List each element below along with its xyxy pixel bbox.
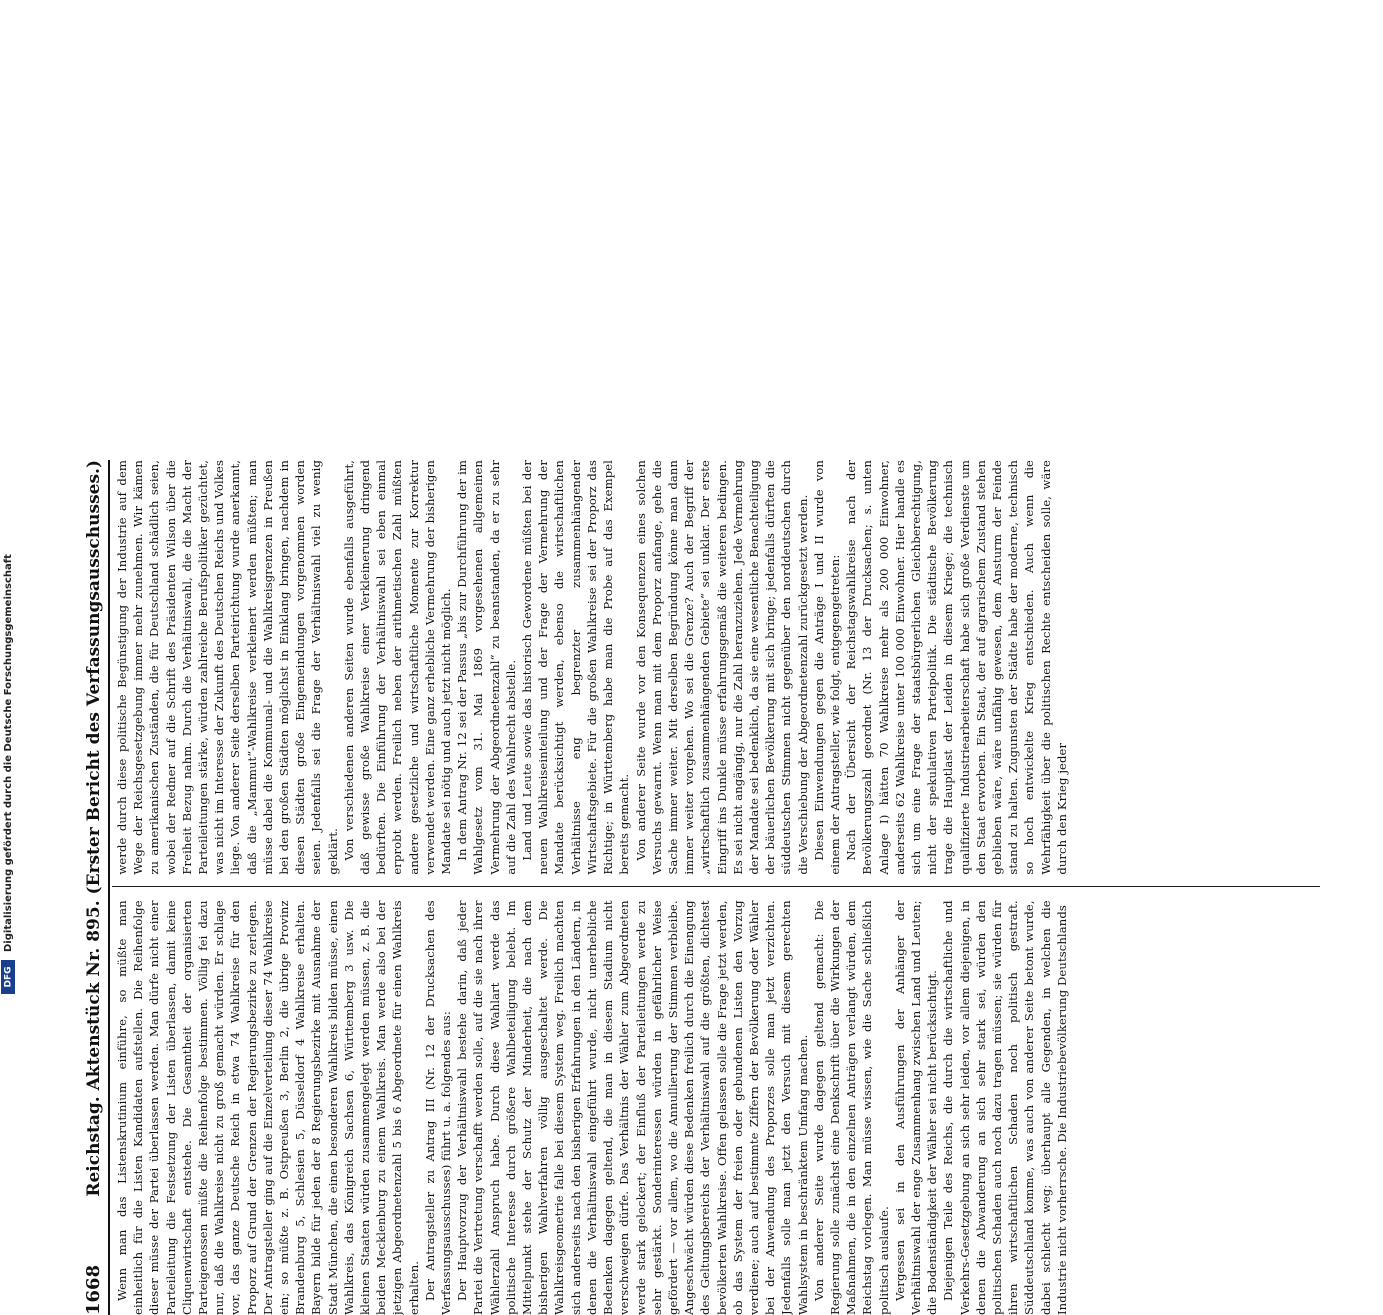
scanned-page (70, 65, 1320, 1315)
paragraph: werde durch diese politische Begünstigung der Industrie auf dem Wege der Reichsgesetzgebung immer mehr zunehmen. Wir kämen zu amerikanischen Zuständen, die für Deutschland schädlich seien, wobei der Redner auf die Schrift des Präsidenten Wilson über die Freiheit Bezug nahm. Durch die Verhältniswahl, die die Macht der Parteileitungen stärke, würden zahlreiche Berufspolitiker gezüchtet, was nicht im Interesse der Zukunft des Deutschen Reichs und Volkes liege. Von anderer Seite derselben Parteirichtung wurde anerkannt, daß die „Mammut“-Wahlkreise verkleinert werden müßten; man müsse dabei die Kommunal- und die Wahlkreisgrenzen in Preußen bei den großen Städten möglichst in Einklang bringen, nachdem in diesen Städten große Eingemeindungen vorgenommen worden seien. Jedenfalls sei die Frage der Verhältniswahl viel zu wenig geklärt. (115, 460, 340, 875)
dfg-logo-text: DFG (3, 966, 14, 988)
paragraph: Der Antragsteller zu Antrag III (Nr. 12 der Drucksachen des Verfassungsausschusses) führt u. a. folgendes aus: (422, 900, 454, 1315)
column-divider (112, 887, 1320, 888)
paragraph: Nach der Übersicht der Reichstagswahlkreise nach der Bevölkerungszahl geordnet (Nr. 13 der Drucksachen; s. unten Anlage I) hätten 70 Wahlkreise mehr als 200 000 Einwohner, anderseits 62 Wahlkreise unter 100 000 Einwohner. Hier handle es sich um eine Frage der staatsbürgerlichen Gleichberechtigung, nicht der spekulativen Parteipolitik. Die städtische Bevölkerung trage die Hauptlast der Leiden in diesem Kriege; die technisch qualifizierte Industriearbeiterschaft habe sich große Verdienste um den Staat erworben. Ein Staat, der auf agrarischem Zustand stehen geblieben wäre, wäre unfähig gewesen, dem Ansturm der Feinde stand zu halten. Zugunsten der Städte habe der moderne, technisch so hoch entwickelte Krieg entschieden. Auch wenn die Wehrfähigkeit über die politischen Rechte entscheiden solle, wäre durch den Krieg jeder (844, 460, 1069, 875)
rotated-page-content (70, 460, 1320, 1315)
paragraph: Der Hauptvorzug der Verhältniswahl bestehe darin, daß jeder Partei die Vertretung verschafft werden solle, auf die sie nach ihrer Wählerzahl Anspruch habe. Durch diese Wahlart werde das politische Interesse durch größere Wahlbeteiligung belebt. Im Mittelpunkt stehe der Schutz der Minderheit, die nach dem bisherigen Wahlverfahren völlig ausgeschaltet werde. Die Wahlkreisgeometrie falle bei diesem System weg. Freilich machten sich anderseits nach den bisherigen Erfahrungen in den Ländern, in denen die Verhältniswahl eingeführt wurde, nicht unerhebliche Bedenken dagegen geltend, die man in diesem Stadium nicht verschweigen dürfe. Das Verhältnis der Wähler zum Abgeordneten werde stark gelockert; der Einfluß der Parteileitungen werde zu sehr gestärkt. Sonderinteressen würden in gefährlicher Weise gefördert — vor allem, wo die Annullierung der Stimmen verbleibe. Angeschwächt würden diese Bedenken freilich durch die Einengung des Geltungsbereichs der Verhältniswahl auf die größten, dichtest bevölkerten Wahlkreise. Offen gelassen solle die Frage jetzt werden, ob das System der freien oder gebundenen Listen den Vorzug verdiene; auch auf bestimmte Ziffern der Bevölkerung oder Wähler bei der Anwendung des Proporzes solle man jetzt verzichten. Jedenfalls solle man jetzt den Versuch mit diesem gerechten Wahlsystem in beschränktem Umfang machen. (455, 900, 810, 1315)
paragraph: Land und Leute sowie das historisch Gewordene müßten bei der neuen Wahlkreiseinteilung und der Frage der Vermehrung der Mandate berücksichtigt werden, ebenso die wirtschaftlichen Verhältnisse eng begrenzter zusammenhängender Wirtschaftsgebiete. Für die großen Wahlkreise sei der Proporz das Richtige; in Württemberg habe man die Probe auf das Exempel bereits gemacht. (520, 460, 632, 875)
paragraph: Diejenigen Teile des Reichs, die durch die wirtschaftliche und Verkehrs-Gesetzgebung an sich sehr leiden, vor allem diejenigen, in denen die Abwanderung an sich sehr stark sei, würden den politischen Schaden auch noch dazu tragen müssen; sie würden für ihren wirtschaftlichen Schaden noch politisch gestraft. Süddeutschland komme, was auch von anderer Seite betont wurde, dabei schlecht weg; überhaupt alle Gegenden, in welchen die Industrie nicht vorherrsche. Die Industriebevölkerung Deutschlands (941, 900, 1069, 1315)
digitization-credit-strip (0, 0, 18, 1000)
paragraph: Von anderer Seite wurde dagegen geltend gemacht: Die Regierung solle zunächst eine Denkschrift über die Wirkungen der Maßnahmen, die in den einzelnen Anträgen verlangt würden, dem Reichstag vorlegen. Man müsse wissen, wie die Sache schließlich politisch auslaufe. (811, 900, 891, 1315)
paragraph: In dem Antrag Nr. 12 sei der Passus „bis zur Durchführung der im Wahlgesetz vom 31. Mai 1869 vorgesehenen allgemeinen Vermehrung der Abgeordnetenzahl“ zu beanstanden, da er zu sehr auf die Zahl des Wahlrecht abstelle. (455, 460, 518, 875)
paragraph: Von anderer Seite wurde vor den Konsequenzen eines solchen Versuchs gewarnt. Wenn man mit dem Proporz anfange, gehe die Sache immer weiter. Mit derselben Begründung könne man dann immer weiter vorgehen. Wo sei die Grenze? Auch der Begriff der „wirtschaftlich zusammenhängenden Gebiete“ sei unklar. Der erste Eingriff ins Dunkle müsse erfahrungsgemäß die weiteren bedingen. Es sei nicht angängig, nur die Zahl heranzuziehen. Jede Vermehrung der Mandate sei bedenklich, da sie eine wesentliche Benachteiligung der bäuerlichen Bevölkerung mit sich bringe; jedenfalls dürften die süddeutschen Stimmen nicht gegenüber den norddeutschen durch die Verschiebung der Abgeordnetenzahl zurückgesetzt werden. (633, 460, 810, 875)
page-number: 1668 (83, 1264, 104, 1315)
paragraph: Vergessen sei in den Ausführungen der Anhänger der Verhältniswahl der enge Zusammenhang zwischen Land und Leuten; die Bodenständigkeit der Wähler sei nicht berücksichtigt. (892, 900, 940, 1315)
dfg-logo (1, 960, 15, 994)
page-title: Reichstag. Aktenstück Nr. 895. (Erster Bericht des Verfassungsausschusses.) (84, 460, 104, 1197)
funding-credit: Digitalisierung gefördert durch die Deutsche Forschungsgemeinschaft (3, 554, 14, 952)
left-column (114, 900, 1320, 1315)
right-column (114, 460, 1320, 875)
paragraph: Von verschiedenen anderen Seiten wurde ebenfalls ausgeführt, daß gewisse große Wahlkreise einer Verkleinerung dringend bedürften. Die Einführung der Verhältniswahl sei eben einmal erprobt werden. Freilich neben der arithmetischen Zahl müßten andere gesetzliche und wirtschaftliche Momente zur Korrektur verwendet werden. Eine ganz erhebliche Vermehrung der bisherigen Mandate sei nötig und auch jetzt nicht möglich. (341, 460, 454, 875)
running-header (70, 460, 110, 1315)
paragraph: Wenn man das Listenskrutinium einführe, so müßte man einheitlich für die Listen Kandidaten aufstellen. Die Reihenfolge dieser müsse der Partei überlassen werden. Man dürfe nicht einer Parteileitung die Festsetzung der Listen überlassen, damit keine Cliquenwirtschaft entstehe. Die Gesamtheit der organisierten Parteigenossen müßte die Reihenfolge bestimmen. Völlig fei dazu nur, daß die Wahlkreise nicht zu groß gemacht würden. Er schlage vor, das ganze Deutsche Reich in etwa 74 Wahlkreise für den Proporz auf Grund der Grenzen der Regierungsbezirke zu zerlegen. Der Antragsteller ging auf die Einzelverteilung dieser 74 Wahlkreise ein; so müßte z. B. Ostpreußen 3, Berlin 2, die übrige Provinz Brandenburg 5, Schlesien 5, Düsseldorf 4 Wahlkreise erhalten. Bayern bilde für jeden der 8 Regierungsbezirke mit Ausnahme der Stadt München, die einen besonderen Wahlkreis bilden müsse, einen Wahlkreis, das Königreich Sachsen 6, Württemberg 3 usw. Die kleinen Staaten würden zusammengelegt werden müssen, z. B. die beiden Mecklenburg zu einem Wahlkreis. Man werde also bei der jetzigen Abgeordnetenzahl 5 bis 6 Abgeordnete für einen Wahlkreis erhalten. (115, 900, 421, 1315)
paragraph: Diesen Einwendungen gegen die Anträge I und II wurde von einem der Antragsteller, wie folgt, entgegengetreten: (811, 460, 842, 875)
